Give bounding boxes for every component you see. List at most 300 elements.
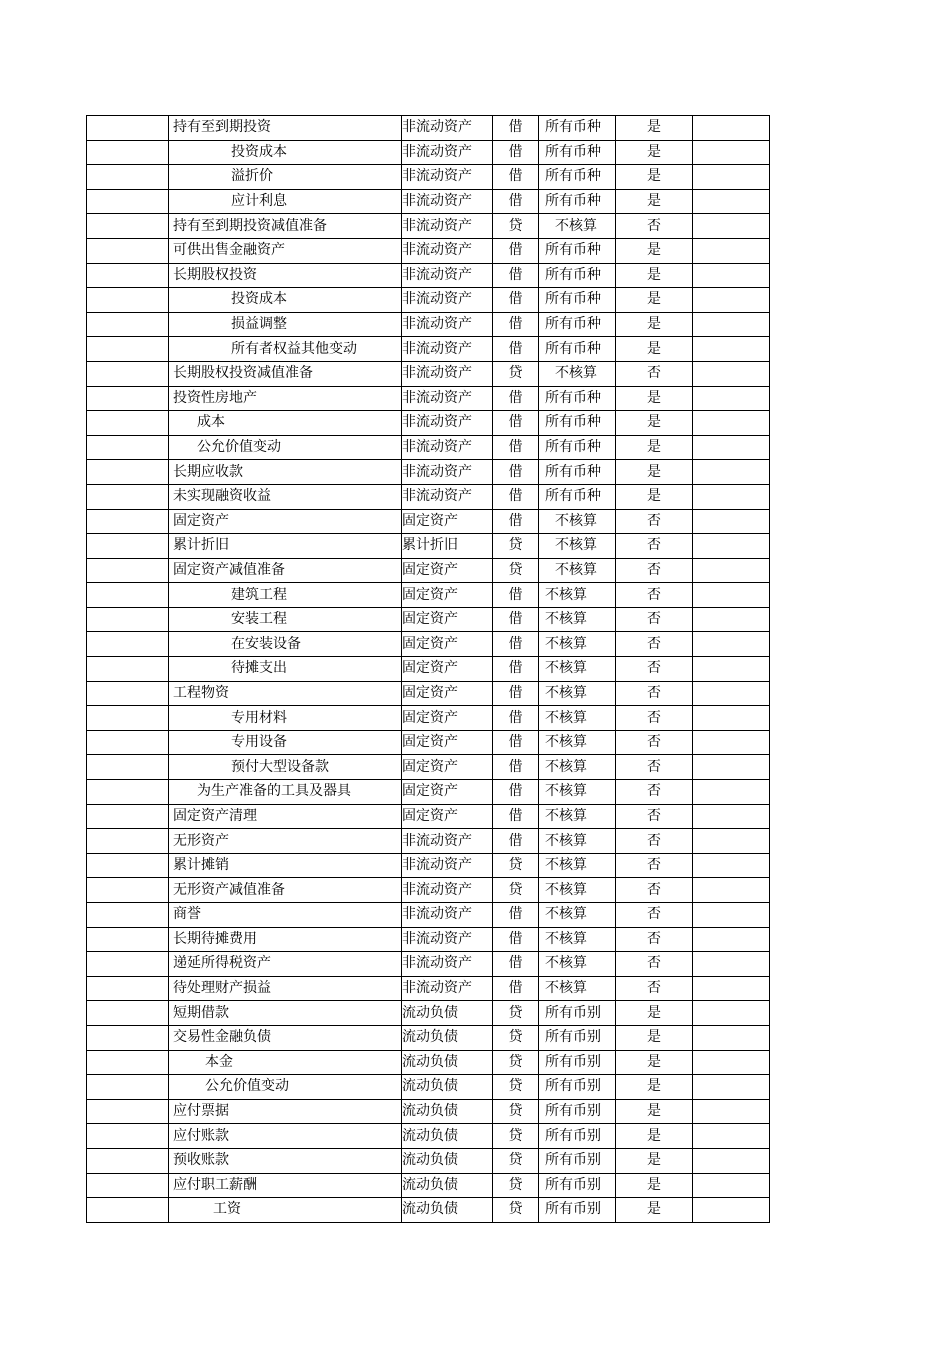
table-row: [87, 140, 770, 165]
extra-cell: [693, 730, 770, 755]
account-category-cell: 非流动资产: [402, 361, 493, 386]
flag-cell: 否: [616, 361, 693, 386]
code-cell: [87, 435, 169, 460]
extra-cell: [693, 1099, 770, 1124]
extra-cell: [693, 903, 770, 928]
account-category-cell: 非流动资产: [402, 238, 493, 263]
currency-cell-text: 所有币种: [545, 488, 601, 505]
account-category-cell: 固定资产: [402, 755, 493, 780]
flag-cell: 是: [616, 312, 693, 337]
code-cell: [87, 755, 169, 780]
extra-cell: [693, 558, 770, 583]
flag-cell: 否: [616, 853, 693, 878]
account-category-cell: 固定资产: [402, 780, 493, 805]
flag-cell: 是: [616, 411, 693, 436]
extra-cell: [693, 607, 770, 632]
account-name-cell-text: 短期借款: [173, 1004, 229, 1021]
balance-direction-cell: 贷: [493, 534, 539, 559]
code-cell: [87, 337, 169, 362]
balance-direction-cell: 借: [493, 337, 539, 362]
flag-cell: 否: [616, 804, 693, 829]
account-category-cell: 固定资产: [402, 681, 493, 706]
currency-cell: [539, 288, 616, 313]
account-name-cell-text: 专用设备: [231, 734, 287, 751]
table-row: [87, 1173, 770, 1198]
currency-cell: [539, 755, 616, 780]
flag-cell: 否: [616, 657, 693, 682]
account-category-cell: 流动负债: [402, 1198, 493, 1223]
account-name-cell-text: 固定资产: [173, 512, 229, 529]
extra-cell: [693, 165, 770, 190]
table-row: [87, 238, 770, 263]
account-name-cell: [169, 632, 402, 657]
table-row: [87, 534, 770, 559]
account-name-cell: [169, 804, 402, 829]
currency-cell: [539, 435, 616, 460]
code-cell: [87, 1124, 169, 1149]
currency-cell-text: 所有币种: [545, 242, 601, 259]
currency-cell-text: 不核算: [545, 857, 587, 874]
code-cell: [87, 780, 169, 805]
balance-direction-cell: 贷: [493, 1099, 539, 1124]
account-category-cell: 非流动资产: [402, 337, 493, 362]
account-name-cell: [169, 140, 402, 165]
table-row: [87, 386, 770, 411]
code-cell: [87, 140, 169, 165]
currency-cell-text: 所有币种: [545, 463, 601, 480]
extra-cell: [693, 1148, 770, 1173]
extra-cell: [693, 804, 770, 829]
code-cell: [87, 1075, 169, 1100]
account-name-cell: [169, 534, 402, 559]
account-name-cell-text: 待处理财产损益: [173, 980, 271, 997]
account-name-cell-text: 应付职工薪酬: [173, 1176, 257, 1193]
account-name-cell: [169, 1050, 402, 1075]
extra-cell: [693, 1050, 770, 1075]
extra-cell: [693, 116, 770, 141]
table-row: [87, 755, 770, 780]
table-row: [87, 1075, 770, 1100]
account-name-cell: [169, 853, 402, 878]
extra-cell: [693, 534, 770, 559]
account-name-cell: [169, 1198, 402, 1223]
flag-cell: 否: [616, 214, 693, 239]
account-name-cell: [169, 1148, 402, 1173]
currency-cell-text: 所有币种: [545, 119, 601, 136]
currency-cell: [539, 1050, 616, 1075]
account-category-cell: 非流动资产: [402, 952, 493, 977]
extra-cell: [693, 755, 770, 780]
balance-direction-cell: 贷: [493, 878, 539, 903]
table-row: [87, 1198, 770, 1223]
account-name-cell: [169, 312, 402, 337]
extra-cell: [693, 853, 770, 878]
account-name-cell: [169, 681, 402, 706]
account-name-cell-text: 可供出售金融资产: [173, 242, 285, 259]
flag-cell: 是: [616, 1173, 693, 1198]
table-row: [87, 1025, 770, 1050]
currency-cell: [539, 706, 616, 731]
balance-direction-cell: 借: [493, 165, 539, 190]
currency-cell-text: 所有币别: [545, 1004, 601, 1021]
extra-cell: [693, 1001, 770, 1026]
account-category-cell: 非流动资产: [402, 878, 493, 903]
account-category-cell: 非流动资产: [402, 829, 493, 854]
code-cell: [87, 312, 169, 337]
table-row: [87, 411, 770, 436]
account-category-cell: 累计折旧: [402, 534, 493, 559]
currency-cell: [539, 238, 616, 263]
flag-cell: 否: [616, 903, 693, 928]
table-row: [87, 1099, 770, 1124]
table-row: [87, 337, 770, 362]
currency-cell: [539, 1025, 616, 1050]
code-cell: [87, 853, 169, 878]
currency-cell: [539, 607, 616, 632]
code-cell: [87, 263, 169, 288]
code-cell: [87, 657, 169, 682]
currency-cell: [539, 1173, 616, 1198]
account-category-cell: 非流动资产: [402, 312, 493, 337]
account-name-cell-text: 长期股权投资: [173, 266, 257, 283]
currency-cell-text: 所有币种: [545, 143, 601, 160]
extra-cell: [693, 509, 770, 534]
code-cell: [87, 1198, 169, 1223]
account-category-cell: 非流动资产: [402, 484, 493, 509]
currency-cell-text: 不核算: [555, 537, 597, 554]
account-category-cell: 非流动资产: [402, 140, 493, 165]
code-cell: [87, 214, 169, 239]
account-category-cell: 固定资产: [402, 632, 493, 657]
table-row: [87, 681, 770, 706]
account-name-cell: [169, 1075, 402, 1100]
extra-cell: [693, 706, 770, 731]
extra-cell: [693, 263, 770, 288]
account-category-cell: 流动负债: [402, 1124, 493, 1149]
flag-cell: 是: [616, 386, 693, 411]
currency-cell: [539, 1124, 616, 1149]
account-category-cell: 非流动资产: [402, 460, 493, 485]
table-row: [87, 288, 770, 313]
extra-cell: [693, 435, 770, 460]
currency-cell-text: 所有币种: [545, 291, 601, 308]
account-name-cell-text: 无形资产减值准备: [173, 881, 285, 898]
currency-cell: [539, 952, 616, 977]
flag-cell: 否: [616, 681, 693, 706]
table-row: [87, 583, 770, 608]
code-cell: [87, 1148, 169, 1173]
flag-cell: 是: [616, 238, 693, 263]
code-cell: [87, 116, 169, 141]
account-table: [86, 115, 770, 1223]
account-category-cell: 流动负债: [402, 1025, 493, 1050]
flag-cell: 是: [616, 189, 693, 214]
account-name-cell: [169, 460, 402, 485]
extra-cell: [693, 780, 770, 805]
currency-cell-text: 所有币种: [545, 414, 601, 431]
code-cell: [87, 484, 169, 509]
account-name-cell: [169, 657, 402, 682]
currency-cell-text: 不核算: [555, 561, 597, 578]
balance-direction-cell: 借: [493, 952, 539, 977]
extra-cell: [693, 312, 770, 337]
extra-cell: [693, 1173, 770, 1198]
currency-cell: [539, 1099, 616, 1124]
code-cell: [87, 829, 169, 854]
account-name-cell: [169, 386, 402, 411]
currency-cell-text: 所有币别: [545, 1127, 601, 1144]
account-name-cell: [169, 558, 402, 583]
balance-direction-cell: 借: [493, 706, 539, 731]
account-name-cell-text: 无形资产: [173, 832, 229, 849]
balance-direction-cell: 借: [493, 755, 539, 780]
account-category-cell: 固定资产: [402, 509, 493, 534]
table-row: [87, 632, 770, 657]
account-category-cell: 非流动资产: [402, 288, 493, 313]
currency-cell-text: 所有币种: [545, 439, 601, 456]
currency-cell-text: 不核算: [545, 734, 587, 751]
currency-cell-text: 不核算: [545, 906, 587, 923]
balance-direction-cell: 贷: [493, 361, 539, 386]
currency-cell-text: 不核算: [545, 684, 587, 701]
account-name-cell: [169, 214, 402, 239]
flag-cell: 否: [616, 952, 693, 977]
account-name-cell: [169, 165, 402, 190]
flag-cell: 是: [616, 1001, 693, 1026]
currency-cell-text: 不核算: [555, 512, 597, 529]
balance-direction-cell: 贷: [493, 1050, 539, 1075]
balance-direction-cell: 借: [493, 681, 539, 706]
account-name-cell-text: 商誉: [173, 906, 201, 923]
code-cell: [87, 583, 169, 608]
currency-cell: [539, 853, 616, 878]
code-cell: [87, 1173, 169, 1198]
account-category-cell: 非流动资产: [402, 263, 493, 288]
balance-direction-cell: 借: [493, 263, 539, 288]
balance-direction-cell: 贷: [493, 1148, 539, 1173]
account-category-cell: 流动负债: [402, 1099, 493, 1124]
currency-cell: [539, 165, 616, 190]
table-row: [87, 460, 770, 485]
currency-cell-text: 不核算: [545, 980, 587, 997]
currency-cell: [539, 1075, 616, 1100]
code-cell: [87, 411, 169, 436]
account-category-cell: 固定资产: [402, 706, 493, 731]
flag-cell: 否: [616, 534, 693, 559]
table-row: [87, 435, 770, 460]
flag-cell: 否: [616, 927, 693, 952]
account-category-cell: 非流动资产: [402, 435, 493, 460]
balance-direction-cell: 借: [493, 632, 539, 657]
account-name-cell-text: 投资性房地产: [173, 389, 257, 406]
account-name-cell: [169, 361, 402, 386]
extra-cell: [693, 927, 770, 952]
currency-cell-text: 不核算: [545, 783, 587, 800]
account-name-cell-text: 公允价值变动: [197, 439, 281, 456]
code-cell: [87, 706, 169, 731]
flag-cell: 否: [616, 878, 693, 903]
extra-cell: [693, 952, 770, 977]
flag-cell: 是: [616, 435, 693, 460]
extra-cell: [693, 460, 770, 485]
account-name-cell: [169, 829, 402, 854]
table-row: [87, 976, 770, 1001]
balance-direction-cell: 贷: [493, 1025, 539, 1050]
account-name-cell: [169, 1124, 402, 1149]
code-cell: [87, 952, 169, 977]
account-category-cell: 流动负债: [402, 1148, 493, 1173]
account-name-cell: [169, 878, 402, 903]
currency-cell-text: 不核算: [555, 217, 597, 234]
account-category-cell: 非流动资产: [402, 116, 493, 141]
account-category-cell: 流动负债: [402, 1173, 493, 1198]
table-row: [87, 116, 770, 141]
flag-cell: 是: [616, 1025, 693, 1050]
flag-cell: 是: [616, 460, 693, 485]
account-name-cell-text: 公允价值变动: [205, 1078, 289, 1095]
currency-cell-text: 所有币种: [545, 389, 601, 406]
extra-cell: [693, 1198, 770, 1223]
currency-cell-text: 所有币别: [545, 1029, 601, 1046]
currency-cell-text: 所有币别: [545, 1201, 601, 1218]
extra-cell: [693, 1075, 770, 1100]
code-cell: [87, 165, 169, 190]
currency-cell: [539, 632, 616, 657]
code-cell: [87, 288, 169, 313]
account-category-cell: 流动负债: [402, 1001, 493, 1026]
table-row: [87, 804, 770, 829]
currency-cell: [539, 583, 616, 608]
extra-cell: [693, 632, 770, 657]
account-name-cell-text: 为生产准备的工具及器具: [197, 783, 351, 800]
currency-cell: [539, 411, 616, 436]
balance-direction-cell: 借: [493, 607, 539, 632]
balance-direction-cell: 贷: [493, 558, 539, 583]
account-name-cell: [169, 1025, 402, 1050]
table-row: [87, 1050, 770, 1075]
account-name-cell-text: 成本: [197, 414, 225, 431]
flag-cell: 否: [616, 632, 693, 657]
currency-cell: [539, 386, 616, 411]
account-name-cell-text: 工程物资: [173, 684, 229, 701]
account-name-cell-text: 安装工程: [231, 611, 287, 628]
flag-cell: 否: [616, 706, 693, 731]
balance-direction-cell: 借: [493, 435, 539, 460]
extra-cell: [693, 361, 770, 386]
account-category-cell: 固定资产: [402, 558, 493, 583]
extra-cell: [693, 214, 770, 239]
account-name-cell-text: 损益调整: [231, 316, 287, 333]
extra-cell: [693, 386, 770, 411]
balance-direction-cell: 贷: [493, 1198, 539, 1223]
account-name-cell-text: 待摊支出: [231, 660, 287, 677]
table-row: [87, 263, 770, 288]
extra-cell: [693, 829, 770, 854]
account-category-cell: 非流动资产: [402, 189, 493, 214]
currency-cell-text: 不核算: [545, 709, 587, 726]
account-name-cell-text: 累计摊销: [173, 857, 229, 874]
account-name-cell: [169, 927, 402, 952]
account-table-body: [87, 116, 770, 1223]
code-cell: [87, 238, 169, 263]
code-cell: [87, 878, 169, 903]
account-name-cell-text: 本金: [205, 1053, 233, 1070]
account-name-cell: [169, 903, 402, 928]
currency-cell-text: 所有币别: [545, 1103, 601, 1120]
flag-cell: 是: [616, 337, 693, 362]
currency-cell-text: 不核算: [545, 660, 587, 677]
extra-cell: [693, 484, 770, 509]
currency-cell: [539, 484, 616, 509]
flag-cell: 否: [616, 829, 693, 854]
flag-cell: 是: [616, 1124, 693, 1149]
flag-cell: 是: [616, 165, 693, 190]
flag-cell: 否: [616, 780, 693, 805]
table-row: [87, 214, 770, 239]
balance-direction-cell: 借: [493, 730, 539, 755]
table-row: [87, 780, 770, 805]
account-category-cell: 流动负债: [402, 1050, 493, 1075]
currency-cell: [539, 558, 616, 583]
currency-cell: [539, 976, 616, 1001]
extra-cell: [693, 288, 770, 313]
account-category-cell: 非流动资产: [402, 853, 493, 878]
account-name-cell: [169, 583, 402, 608]
extra-cell: [693, 681, 770, 706]
balance-direction-cell: 贷: [493, 1075, 539, 1100]
account-name-cell-text: 所有者权益其他变动: [231, 340, 357, 357]
table-row: [87, 829, 770, 854]
code-cell: [87, 607, 169, 632]
account-category-cell: 流动负债: [402, 1075, 493, 1100]
extra-cell: [693, 238, 770, 263]
table-row: [87, 853, 770, 878]
account-category-cell: 非流动资产: [402, 411, 493, 436]
currency-cell-text: 不核算: [545, 807, 587, 824]
account-name-cell-text: 建筑工程: [231, 586, 287, 603]
flag-cell: 否: [616, 755, 693, 780]
table-row: [87, 878, 770, 903]
currency-cell-text: 所有币种: [545, 193, 601, 210]
code-cell: [87, 460, 169, 485]
code-cell: [87, 927, 169, 952]
currency-cell: [539, 337, 616, 362]
code-cell: [87, 534, 169, 559]
balance-direction-cell: 借: [493, 509, 539, 534]
balance-direction-cell: 借: [493, 116, 539, 141]
currency-cell: [539, 903, 616, 928]
code-cell: [87, 509, 169, 534]
balance-direction-cell: 借: [493, 411, 539, 436]
extra-cell: [693, 583, 770, 608]
extra-cell: [693, 976, 770, 1001]
table-row: [87, 189, 770, 214]
account-category-cell: 固定资产: [402, 657, 493, 682]
balance-direction-cell: 借: [493, 238, 539, 263]
balance-direction-cell: 贷: [493, 853, 539, 878]
flag-cell: 是: [616, 288, 693, 313]
account-category-cell: 固定资产: [402, 804, 493, 829]
flag-cell: 否: [616, 583, 693, 608]
currency-cell-text: 不核算: [545, 586, 587, 603]
account-name-cell: [169, 607, 402, 632]
currency-cell: [539, 780, 616, 805]
table-row: [87, 1148, 770, 1173]
currency-cell: [539, 804, 616, 829]
account-name-cell: [169, 435, 402, 460]
table-row: [87, 361, 770, 386]
account-name-cell: [169, 1173, 402, 1198]
